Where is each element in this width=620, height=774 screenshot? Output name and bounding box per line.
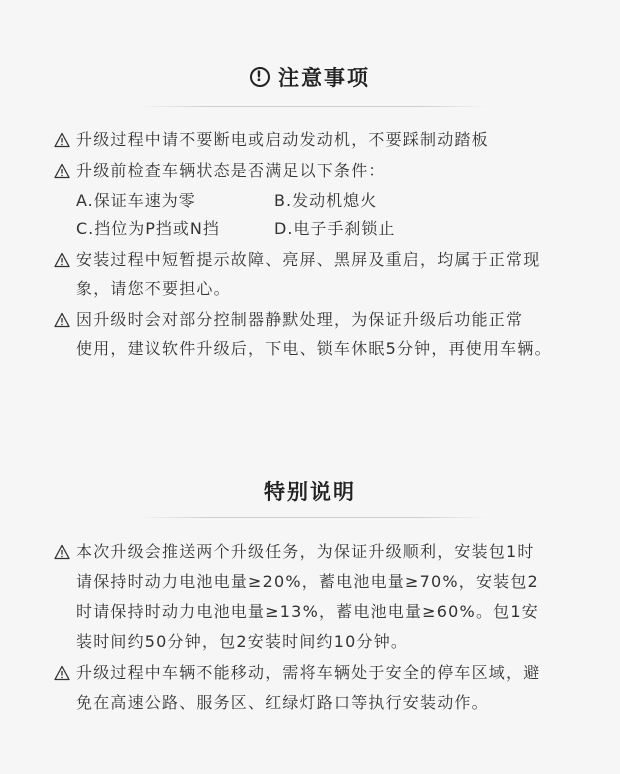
notice-item-1-line-1: 升级过程中请不要断电或启动发动机，不要踩制动踏板 (76, 130, 489, 149)
condition-d: D.电子手刹锁止 (274, 219, 396, 238)
notice-item-3-line-1: 安装过程中短暂提示故障、亮屏、黑屏及重启，均属于正常现 (76, 250, 541, 269)
special-item-2-line-2: 免在高速公路、服务区、红绿灯路口等执行安装动作。 (76, 693, 489, 712)
warning-icon (54, 132, 70, 148)
warning-icon (54, 163, 70, 179)
special-divider (138, 517, 488, 518)
special-item-1-line-3: 时请保持时动力电池电量≥13%，蓄电池电量≥60%。包1安 (76, 602, 539, 621)
notice-item-2-line-1: 升级前检查车辆状态是否满足以下条件： (76, 161, 386, 180)
special-item-2-line-1: 升级过程中车辆不能移动，需将车辆处于安全的停车区域，避 (76, 663, 541, 682)
notice-title-text: 注意事项 (278, 66, 370, 90)
warning-icon (54, 252, 70, 268)
warning-icon (54, 544, 70, 560)
warning-icon (54, 312, 70, 328)
condition-b: B.发动机熄火 (274, 191, 378, 210)
notice-title (0, 62, 620, 92)
warning-icon (54, 665, 70, 681)
condition-c: C.挡位为P挡或N挡 (76, 219, 220, 238)
notice-item-3-line-2: 象，请您不要担心。 (76, 279, 231, 298)
special-item-1-line-2: 请保持时动力电池电量≥20%，蓄电池电量≥70%，安装包2 (76, 572, 539, 591)
exclamation-circle-icon: ! (250, 67, 270, 87)
condition-a: A.保证车速为零 (76, 191, 196, 210)
special-title-text: 特别说明 (264, 480, 356, 504)
notice-item-4-line-1: 因升级时会对部分控制器静默处理，为保证升级后功能正常 (76, 310, 524, 329)
special-title (0, 476, 620, 506)
notice-item-4-line-2: 使用，建议软件升级后，下电、锁车休眠5分钟，再使用车辆。 (76, 339, 552, 358)
notice-divider (138, 106, 488, 107)
special-item-1-line-1: 本次升级会推送两个升级任务，为保证升级顺利，安装包1时 (76, 542, 535, 561)
special-item-1-line-4: 装时间约50分钟，包2安装时间约10分钟。 (76, 632, 409, 651)
